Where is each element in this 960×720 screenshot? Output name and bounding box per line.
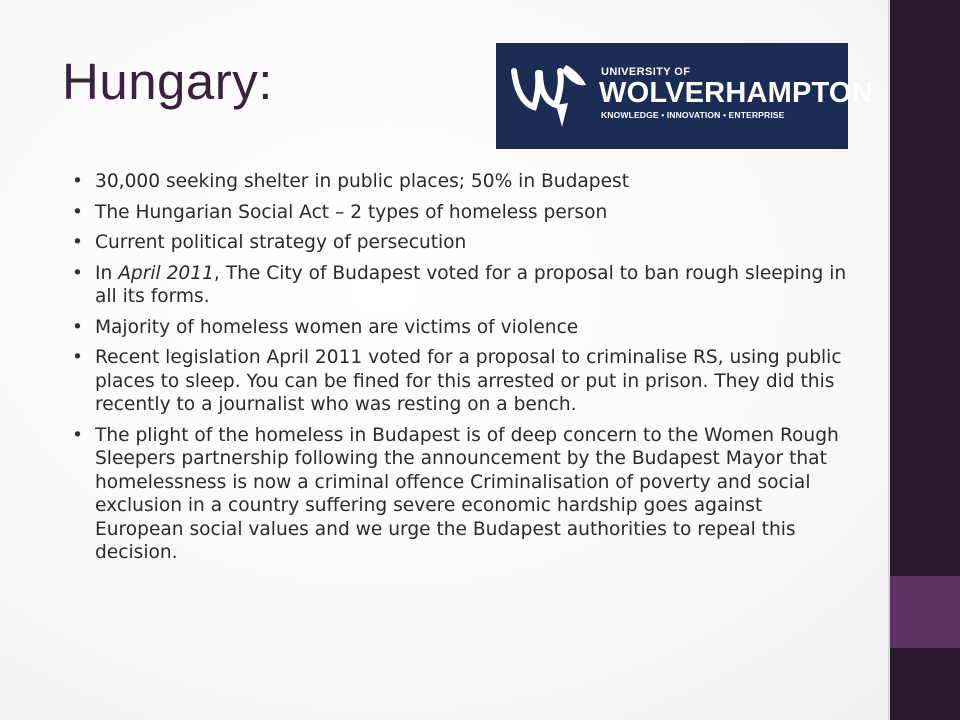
bullet-text: The Hungarian Social Act – 2 types of homeless person — [95, 201, 608, 223]
bullet-text: The plight of the homeless in Budapest is of deep concern to the Women Rough Sleepers partnership following the announcement by the Budapest Mayor that homelessness is now a criminal offence Criminalisation of poverty and social exclusion in a country suffering severe economic hardship goes against European social values and we urge the Budapest authorities to repeal this decision. — [95, 424, 839, 563]
bullet-text: Current political strategy of persecution — [95, 232, 467, 253]
bullet-item — [72, 316, 852, 340]
bullet-text-pre: In — [95, 262, 119, 284]
bullet-text: 30,000 seeking shelter in public places; 50% in Budapest — [95, 171, 629, 192]
bullet-text: Majority of homeless women are victims of violence — [95, 316, 579, 338]
bullet-text-italic: April 2011 — [118, 262, 214, 284]
slide-title: Hungary: — [62, 53, 273, 110]
bullet-item — [72, 346, 852, 417]
university-logo — [496, 43, 873, 149]
bullet-item — [72, 201, 852, 225]
bullet-item — [72, 424, 852, 565]
bullet-item — [72, 170, 852, 194]
sidebar-accent-block — [890, 576, 960, 648]
bullet-item — [72, 262, 852, 309]
logo-line-2: WOLVERHAMPTON — [599, 77, 873, 109]
bullet-list — [72, 170, 852, 572]
bullet-text: Recent legislation April 2011 voted for a proposal to criminalise RS, using public places to sleep. You can be fined for this arrested or put in prison. They did this recently to a journalist who was resting on a bench. — [95, 347, 842, 415]
logo-line-1: UNIVERSITY OF — [601, 66, 691, 78]
bullet-text-post: , The City of Budapest voted for a proposal to ban rough sleeping in all its forms. — [95, 262, 847, 307]
decorative-sidebar — [888, 0, 960, 720]
bullet-item — [72, 231, 852, 255]
logo-line-3: KNOWLEDGE • INNOVATION • ENTERPRISE — [601, 110, 785, 120]
